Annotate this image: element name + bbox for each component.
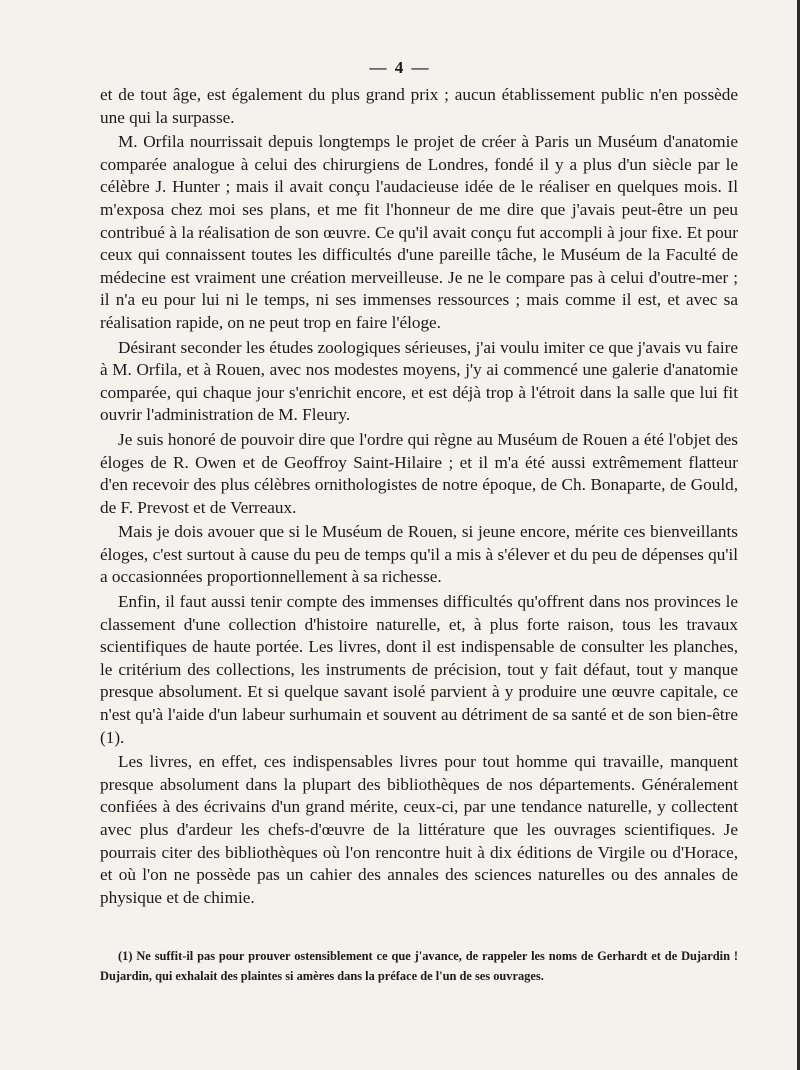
paragraph-3: Désirant seconder les études zoologiques sérieuses, j'ai voulu imiter ce que j'avais vu faire à M. Orfila, et à Rouen, avec nos modestes moyens, j'y ai commencé une galerie d'anatomie comparée, qui chaque jour s'enrichit encore, et est déjà trop à l'étroit dans la salle que lui fit ouvrir l'administration de M. Fleury. (100, 337, 738, 425)
paragraph-6: Enfin, il faut aussi tenir compte des immenses difficultés qu'offrent dans nos provinces le classement d'une collection d'histoire naturelle, et, à plus forte raison, tous les travaux scientifiques de haute portée. Les livres, dont il est indispensable de consulter les planches, le critérium des collections, les instruments de précision, tout y fait défaut, tout y manque presque absolument. Et si quelque savant isolé parvient à y produire une œuvre capitale, ce n'est qu'à l'aide d'un labeur surhumain et souvent au détriment de sa santé et de son bien-être (1). (100, 592, 738, 747)
paragraph-2: M. Orfila nourrissait depuis longtemps le projet de créer à Paris un Muséum d'anatomie comparée analogue à celui des chirurgiens de Londres, fondé il y a plus d'un siècle par le célèbre J. Hunter ; mais il avait conçu l'audacieuse idée de le réaliser en quelques mois. Il m'exposa chez moi ses plans, et me fit l'honneur de me dire que j'avais peut-être un peu contribué à la réalisation de son œuvre. Ce qu'il avait conçu fut accompli à jour fixe. Et pour ceux qui connaissent toutes les difficultés d'une pareille tâche, le Muséum de la Faculté de médecine est vraiment une création merveilleuse. Je ne le compare pas à celui d'outre-mer ; il n'a eu pour lui ni le temps, ni ses immenses ressources ; mais comme il est, et avec sa réalisation rapide, on ne peut trop en faire l'éloge. (100, 132, 738, 332)
paragraph-5: Mais je dois avouer que si le Muséum de Rouen, si jeune encore, mérite ces bienveillants éloges, c'est surtout à cause du peu de temps qu'il a mis à s'élever et du peu de dépenses qu'il a occasionnées proportionnellement à sa richesse. (100, 522, 738, 587)
footnote (100, 946, 738, 986)
footnote-text: (1) Ne suffit-il pas pour prouver ostensiblement ce que j'avance, de rappeler les noms de Gerhardt et de Dujardin ! Dujardin, qui exhalait des plaintes si amères dans la préface de l'un de ses ouvrages. (100, 949, 738, 983)
page-number: — 4 — (369, 58, 431, 77)
paragraph-7: Les livres, en effet, ces indispensables livres pour tout homme qui travaille, manquent presque absolument dans la plupart des bibliothèques de nos départements. Généralement confiées à des écrivains d'un grand mérite, ceux-ci, par une tendance naturelle, y collectent avec plus d'ardeur les chefs-d'œuvre de la littérature que les ouvrages scientifiques. Je pourrais citer des bibliothèques où l'on rencontre huit à dix éditions de Virgile ou d'Horace, et où l'on ne possède pas un cahier des annales des sciences naturelles ou des annales de physique et de chimie. (100, 752, 738, 907)
body-text (100, 84, 738, 909)
paragraph-4: Je suis honoré de pouvoir dire que l'ordre qui règne au Muséum de Rouen a été l'objet des éloges de R. Owen et de Geoffroy Saint-Hilaire ; et il m'a été aussi extrêmement flatteur d'en recevoir des plus célèbres ornithologistes de notre époque, de Ch. Bonaparte, de Gould, de F. Prevost et de Verreaux. (100, 429, 738, 517)
paragraph-1: et de tout âge, est également du plus grand prix ; aucun établissement public n'en possède une qui la surpasse. (100, 85, 738, 127)
